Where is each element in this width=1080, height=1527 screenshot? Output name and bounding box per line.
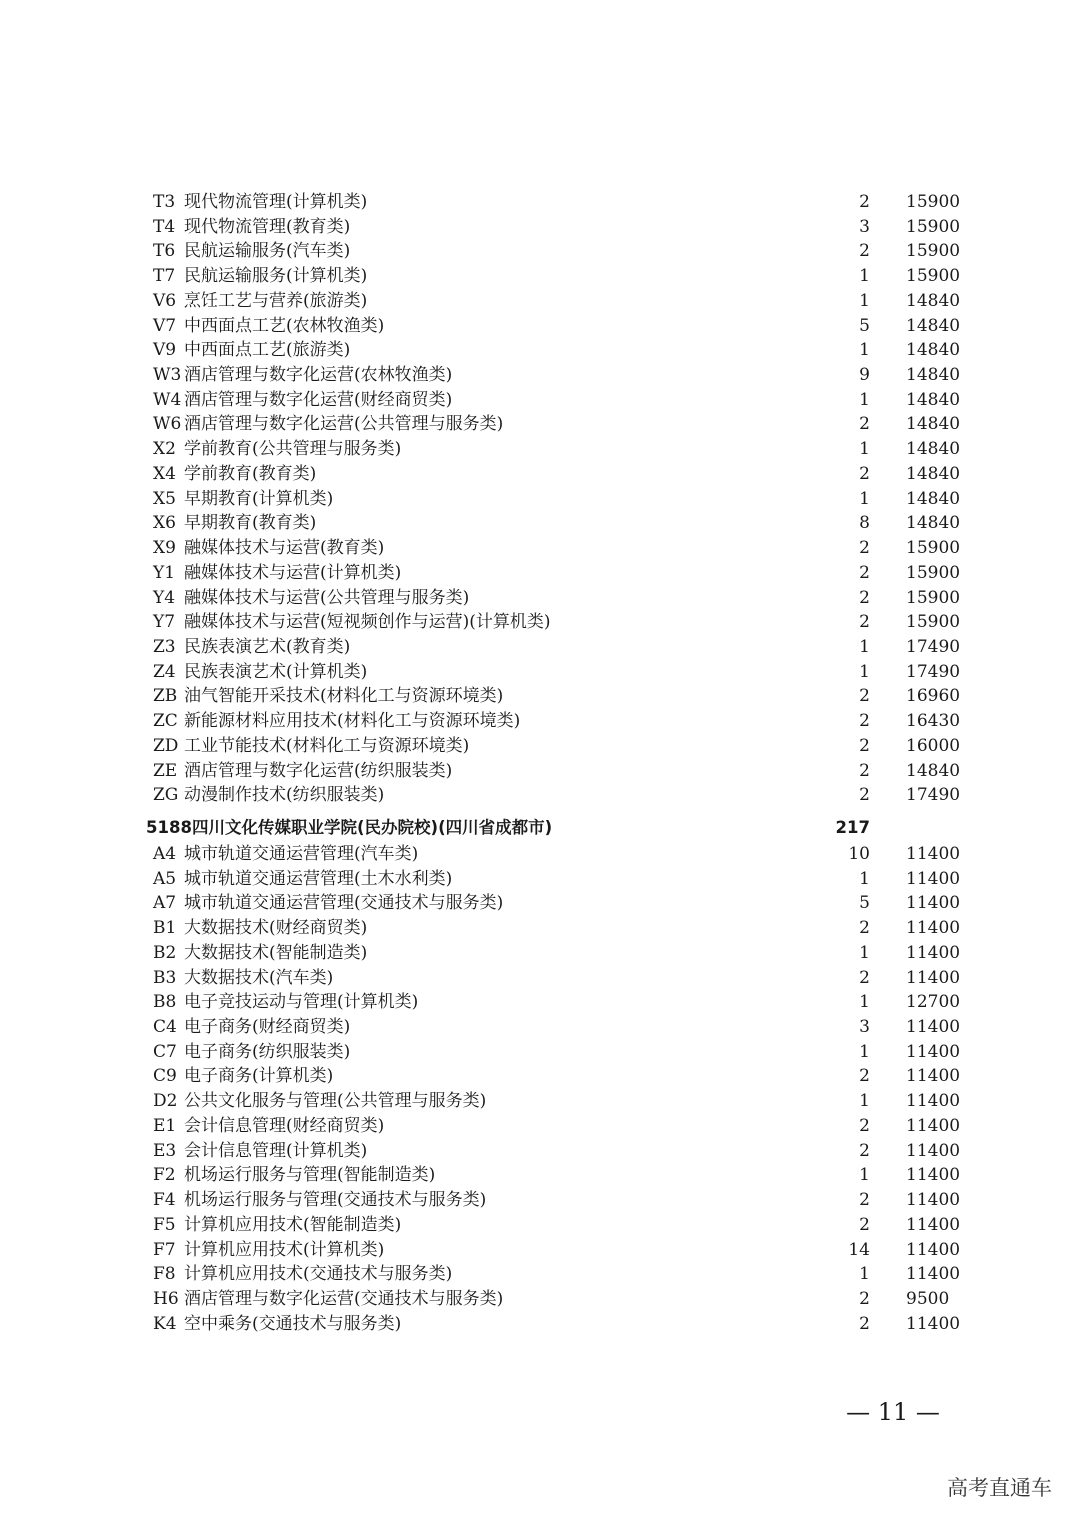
page-number: — 11 — (846, 1398, 940, 1426)
enrollment-count: 2 (859, 1190, 870, 1211)
tuition-fee: 17490 (906, 636, 961, 657)
school-header (0, 816, 1080, 841)
program-code: A7 (153, 893, 177, 914)
program-code: B8 (153, 992, 177, 1013)
program-name: 机场运行服务与管理(智能制造类) (184, 1165, 436, 1186)
program-name: 计算机应用技术(智能制造类) (184, 1214, 402, 1235)
table-row (0, 1114, 1080, 1139)
program-name: 大数据技术(智能制造类) (184, 942, 368, 963)
tuition-fee: 15900 (906, 587, 961, 608)
table-row (0, 289, 1080, 314)
table-row (0, 1163, 1080, 1188)
tuition-fee: 11400 (906, 1017, 961, 1038)
table-row (0, 842, 1080, 867)
enrollment-count: 2 (859, 785, 870, 806)
tuition-fee: 14840 (906, 760, 961, 781)
program-name: 大数据技术(汽车类) (184, 967, 334, 988)
table-row (0, 1015, 1080, 1040)
school-total: 217 (835, 818, 870, 837)
tuition-fee: 14840 (906, 439, 961, 460)
enrollment-count: 1 (859, 636, 870, 657)
program-code: X4 (153, 463, 176, 484)
program-code: D2 (153, 1091, 178, 1112)
enrollment-count: 2 (859, 735, 870, 756)
table-row (0, 536, 1080, 561)
program-name: 公共文化服务与管理(公共管理与服务类) (184, 1091, 487, 1112)
enrollment-count: 2 (859, 686, 870, 707)
school-name: 四川文化传媒职业学院(民办院校)(四川省成都市) (192, 818, 553, 837)
enrollment-count: 1 (859, 1091, 870, 1112)
table-row (0, 783, 1080, 808)
enrollment-count: 2 (859, 241, 870, 262)
tuition-fee: 15900 (906, 538, 961, 559)
table-row (0, 511, 1080, 536)
program-name: 计算机应用技术(交通技术与服务类) (184, 1264, 453, 1285)
tuition-fee: 14840 (906, 513, 961, 534)
program-code: F8 (153, 1264, 176, 1285)
program-code: ZE (153, 760, 178, 781)
program-code: F5 (153, 1214, 176, 1235)
program-code: T4 (153, 216, 176, 237)
program-code: F7 (153, 1239, 176, 1260)
program-name: 烹饪工艺与营养(旅游类) (184, 290, 368, 311)
program-code: W6 (153, 414, 182, 435)
table-row (0, 1262, 1080, 1287)
table-row (0, 412, 1080, 437)
tuition-fee: 16960 (906, 686, 961, 707)
enrollment-count: 1 (859, 439, 870, 460)
enrollment-count: 2 (859, 918, 870, 939)
program-code: F2 (153, 1165, 176, 1186)
program-name: 工业节能技术(材料化工与资源环境类) (184, 735, 470, 756)
program-name: 机场运行服务与管理(交通技术与服务类) (184, 1190, 487, 1211)
tuition-fee: 11400 (906, 893, 961, 914)
program-code: W4 (153, 389, 182, 410)
tuition-fee: 17490 (906, 661, 961, 682)
table-row (0, 487, 1080, 512)
enrollment-count: 2 (859, 612, 870, 633)
tuition-fee: 11400 (906, 1214, 961, 1235)
program-code: Y4 (153, 587, 176, 608)
table-row (0, 867, 1080, 892)
program-code: V9 (153, 340, 177, 361)
program-code: B3 (153, 967, 177, 988)
enrollment-count: 2 (859, 1066, 870, 1087)
table-row (0, 388, 1080, 413)
table-row (0, 1213, 1080, 1238)
program-code: ZG (153, 785, 179, 806)
enrollment-count: 2 (859, 760, 870, 781)
table-row (0, 239, 1080, 264)
watermark-text: 高考直通车 (947, 1476, 1052, 1500)
enrollment-count: 1 (859, 868, 870, 889)
program-code: Z4 (153, 661, 176, 682)
tuition-fee: 15900 (906, 562, 961, 583)
tuition-fee: 11400 (906, 1115, 961, 1136)
tuition-fee: 14840 (906, 315, 961, 336)
program-name: 现代物流管理(教育类) (184, 216, 351, 237)
program-code: Y1 (153, 562, 176, 583)
table-row (0, 437, 1080, 462)
program-code: A4 (153, 844, 177, 864)
tuition-fee: 17490 (906, 785, 961, 806)
enrollment-count: 10 (848, 844, 870, 864)
tuition-fee: 11400 (906, 1041, 961, 1062)
program-name: 民族表演艺术(计算机类) (184, 661, 368, 682)
enrollment-count: 1 (859, 488, 870, 509)
program-code: C9 (153, 1066, 177, 1087)
enrollment-count: 3 (859, 1017, 870, 1038)
program-name: 酒店管理与数字化运营(财经商贸类) (184, 389, 453, 410)
program-code: W3 (153, 365, 182, 386)
program-code: B1 (153, 918, 177, 939)
enrollment-count: 2 (859, 1288, 870, 1309)
program-code: T3 (153, 192, 176, 212)
tuition-fee: 9500 (906, 1288, 950, 1309)
program-code: X2 (153, 439, 176, 460)
program-name: 民航运输服务(计算机类) (184, 266, 368, 287)
program-name: 酒店管理与数字化运营(纺织服装类) (184, 760, 453, 781)
table-row (0, 314, 1080, 339)
table-row (0, 734, 1080, 759)
table-row (0, 1238, 1080, 1263)
tuition-fee: 16430 (906, 711, 961, 732)
tuition-fee: 11400 (906, 1239, 961, 1260)
tuition-fee: 11400 (906, 844, 961, 864)
table-row (0, 941, 1080, 966)
enrollment-count: 2 (859, 1214, 870, 1235)
program-code: A5 (153, 868, 177, 889)
table-row (0, 1312, 1080, 1337)
enrollment-count: 2 (859, 562, 870, 583)
enrollment-count: 2 (859, 1115, 870, 1136)
table-row (0, 684, 1080, 709)
program-name: 动漫制作技术(纺织服装类) (184, 785, 385, 806)
enrollment-count: 2 (859, 711, 870, 732)
table-row (0, 338, 1080, 363)
program-name: 会计信息管理(计算机类) (184, 1140, 368, 1161)
enrollment-count: 2 (859, 1313, 870, 1334)
program-name: 空中乘务(交通技术与服务类) (184, 1313, 402, 1334)
tuition-fee: 11400 (906, 1140, 961, 1161)
program-name: 酒店管理与数字化运营(公共管理与服务类) (184, 414, 504, 435)
program-name: 城市轨道交通运营管理(土木水利类) (184, 868, 453, 889)
program-name: 城市轨道交通运营管理(交通技术与服务类) (184, 893, 504, 914)
enrollment-count: 2 (859, 967, 870, 988)
tuition-fee: 11400 (906, 1313, 961, 1334)
program-name: 融媒体技术与运营(短视频创作与运营)(计算机类) (184, 612, 551, 633)
table-row (0, 561, 1080, 586)
table-row (0, 759, 1080, 784)
tuition-fee: 15900 (906, 612, 961, 633)
program-name: 会计信息管理(财经商贸类) (184, 1115, 385, 1136)
table-row (0, 610, 1080, 635)
enrollment-count: 2 (859, 192, 870, 212)
tuition-fee: 11400 (906, 967, 961, 988)
table-row (0, 1139, 1080, 1164)
program-code: ZC (153, 711, 178, 732)
program-code: C4 (153, 1017, 177, 1038)
enrollment-count: 1 (859, 1041, 870, 1062)
program-code: X5 (153, 488, 176, 509)
program-name: 融媒体技术与运营(计算机类) (184, 562, 402, 583)
tuition-fee: 14840 (906, 290, 961, 311)
program-name: 酒店管理与数字化运营(交通技术与服务类) (184, 1288, 504, 1309)
table-row (0, 1064, 1080, 1089)
enrollment-count: 1 (859, 942, 870, 963)
program-code: F4 (153, 1190, 176, 1211)
program-name: 电子商务(计算机类) (184, 1066, 334, 1087)
enrollment-count: 2 (859, 463, 870, 484)
program-code: E3 (153, 1140, 177, 1161)
enrollment-count: 1 (859, 992, 870, 1013)
program-name: 现代物流管理(计算机类) (184, 192, 368, 212)
enrollment-count: 1 (859, 1165, 870, 1186)
program-code: X9 (153, 538, 176, 559)
enrollment-count: 1 (859, 340, 870, 361)
table-row (0, 635, 1080, 660)
program-code: H6 (153, 1288, 179, 1309)
program-name: 电子商务(财经商贸类) (184, 1017, 351, 1038)
tuition-fee: 14840 (906, 414, 961, 435)
program-code: E1 (153, 1115, 177, 1136)
table-row (0, 709, 1080, 734)
program-name: 城市轨道交通运营管理(汽车类) (184, 844, 419, 864)
table-row (0, 966, 1080, 991)
tuition-fee: 15900 (906, 216, 961, 237)
program-code: Y7 (153, 612, 176, 633)
tuition-fee: 14840 (906, 488, 961, 509)
program-name: 中西面点工艺(旅游类) (184, 340, 351, 361)
program-name: 大数据技术(财经商贸类) (184, 918, 368, 939)
program-name: 电子商务(纺织服装类) (184, 1041, 351, 1062)
program-name: 民航运输服务(汽车类) (184, 241, 351, 262)
enrollment-count: 2 (859, 538, 870, 559)
program-name: 学前教育(教育类) (184, 463, 317, 484)
enrollment-count: 2 (859, 587, 870, 608)
enrollment-count: 1 (859, 1264, 870, 1285)
table-row (0, 462, 1080, 487)
table-row (0, 1188, 1080, 1213)
table-row (0, 1040, 1080, 1065)
table-row (0, 891, 1080, 916)
program-code: V7 (153, 315, 177, 336)
tuition-fee: 11400 (906, 1165, 961, 1186)
tuition-fee: 14840 (906, 365, 961, 386)
table-row (0, 363, 1080, 388)
tuition-fee: 11400 (906, 1091, 961, 1112)
program-code: T7 (153, 266, 176, 287)
table-row (0, 190, 1080, 215)
program-name: 早期教育(教育类) (184, 513, 317, 534)
table-row (0, 264, 1080, 289)
program-name: 民族表演艺术(教育类) (184, 636, 351, 657)
tuition-fee: 14840 (906, 389, 961, 410)
table-row (0, 990, 1080, 1015)
program-name: 早期教育(计算机类) (184, 488, 334, 509)
enrollment-count: 3 (859, 216, 870, 237)
program-code: X6 (153, 513, 176, 534)
program-code: K4 (153, 1313, 177, 1334)
enrollment-count: 1 (859, 389, 870, 410)
tuition-fee: 15900 (906, 266, 961, 287)
tuition-fee: 11400 (906, 1190, 961, 1211)
school-code: 5188 (146, 818, 192, 837)
program-name: 酒店管理与数字化运营(农林牧渔类) (184, 365, 453, 386)
program-name: 中西面点工艺(农林牧渔类) (184, 315, 385, 336)
program-name: 融媒体技术与运营(公共管理与服务类) (184, 587, 470, 608)
enrollment-count: 2 (859, 1140, 870, 1161)
table-row (0, 1089, 1080, 1114)
enrollment-count: 5 (859, 315, 870, 336)
enrollment-count: 1 (859, 290, 870, 311)
tuition-fee: 16000 (906, 735, 961, 756)
program-name: 油气智能开采技术(材料化工与资源环境类) (184, 686, 504, 707)
tuition-fee: 11400 (906, 1264, 961, 1285)
program-name: 电子竞技运动与管理(计算机类) (184, 992, 419, 1013)
enrollment-count: 1 (859, 661, 870, 682)
program-name: 新能源材料应用技术(材料化工与资源环境类) (184, 711, 521, 732)
enrollment-count: 1 (859, 266, 870, 287)
tuition-fee: 15900 (906, 192, 961, 212)
tuition-fee: 14840 (906, 463, 961, 484)
program-code: B2 (153, 942, 177, 963)
enrollment-count: 9 (859, 365, 870, 386)
enrollment-count: 14 (848, 1239, 870, 1260)
table-row (0, 1287, 1080, 1312)
table-row (0, 586, 1080, 611)
tuition-fee: 11400 (906, 942, 961, 963)
enrollment-count: 2 (859, 414, 870, 435)
enrollment-count: 8 (859, 513, 870, 534)
program-name: 融媒体技术与运营(教育类) (184, 538, 385, 559)
tuition-fee: 11400 (906, 868, 961, 889)
table-row (0, 660, 1080, 685)
program-code: C7 (153, 1041, 177, 1062)
tuition-fee: 14840 (906, 340, 961, 361)
program-code: Z3 (153, 636, 176, 657)
table-row (0, 916, 1080, 941)
tuition-fee: 12700 (906, 992, 961, 1013)
program-name: 计算机应用技术(计算机类) (184, 1239, 385, 1260)
program-name: 学前教育(公共管理与服务类) (184, 439, 402, 460)
table-row (0, 215, 1080, 240)
tuition-fee: 15900 (906, 241, 961, 262)
tuition-fee: 11400 (906, 918, 961, 939)
program-code: ZB (153, 686, 178, 707)
program-code: V6 (153, 290, 177, 311)
program-code: T6 (153, 241, 176, 262)
enrollment-count: 5 (859, 893, 870, 914)
tuition-fee: 11400 (906, 1066, 961, 1087)
program-code: ZD (153, 735, 179, 756)
